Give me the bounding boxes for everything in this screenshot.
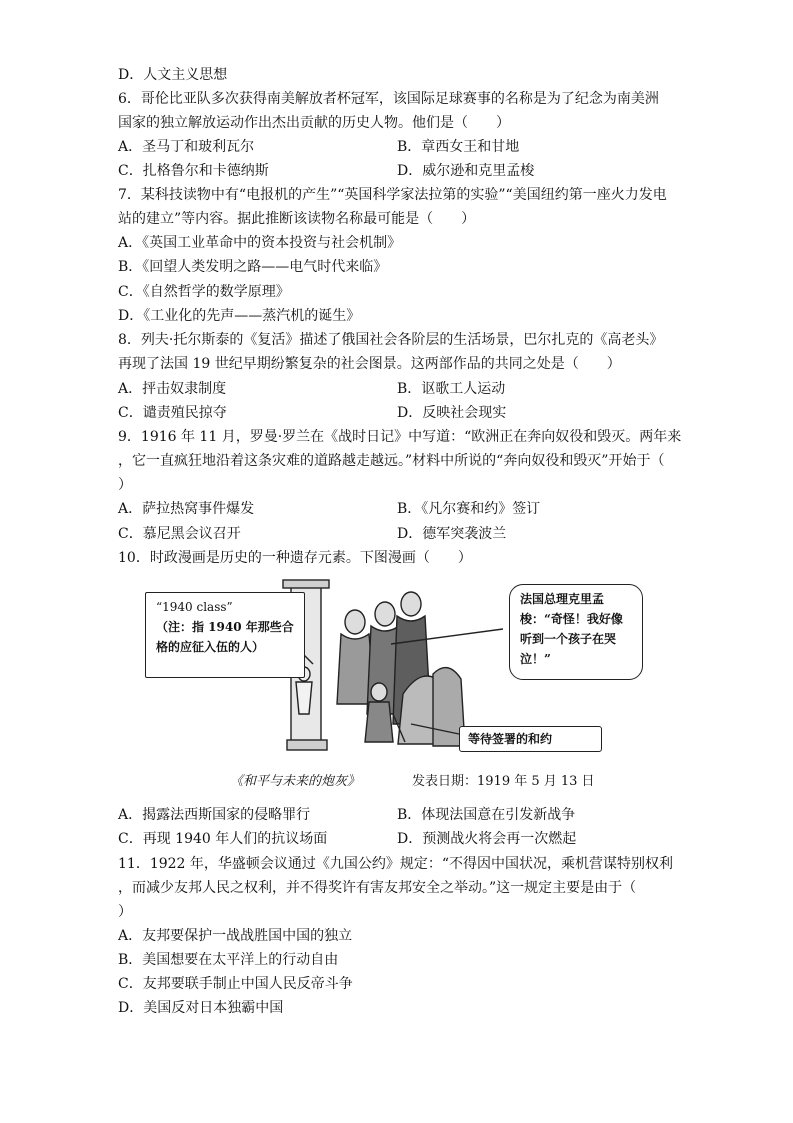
q10-option-a: A．揭露法西斯国家的侵略罪行 [118, 807, 311, 823]
q9-option-a: A．萨拉热窝事件爆发 [118, 501, 255, 517]
q6-option-b: B．章西女王和甘地 [397, 139, 520, 155]
q10-option-b: B．体现法国意在引发新战争 [397, 807, 576, 823]
q8-option-d: D．反映社会现实 [397, 405, 507, 421]
q9-option-c: C．慕尼黑会议召开 [118, 526, 241, 542]
q11-option-b: B．美国想要在太平洋上的行动自由 [118, 952, 339, 968]
question-7-line1: 7．某科技读物中有“电报机的产生”“英国科学家法拉第的实验”“美国纽约第一座火力发电 [118, 187, 667, 203]
q10-option-c: C．再现 1940 年人们的抗议场面 [118, 831, 328, 847]
q8-option-b: B．讴歌工人运动 [397, 381, 506, 397]
question-9-line3: ） [118, 477, 132, 493]
option-d-q5: D．人文主义思想 [118, 67, 228, 83]
question-7-line2: 站的建立”等内容。据此推断该读物名称最可能是（ ） [118, 211, 476, 227]
q9-option-b: B．《凡尔赛和约》签订 [397, 501, 541, 517]
question-11-line3: ） [118, 904, 132, 920]
question-6-line1: 6．哥伦比亚队多次获得南美解放者杯冠军，该国际足球赛事的名称是为了纪念为南美洲 [118, 91, 659, 107]
q6-option-c: C．扎格鲁尔和卡德纳斯 [118, 163, 269, 179]
question-9-line1: 9．1916 年 11 月，罗曼·罗兰在《战时日记》中写道：“欧洲正在奔向奴役和毁灭。两年来 [118, 429, 682, 445]
q11-option-c: C．友邦要联手制止中国人民反帝斗争 [118, 976, 353, 992]
cartoon-label-left [145, 592, 305, 678]
q10-option-d: D．预测战火将会再一次燃起 [397, 831, 577, 847]
q8-option-a: A．抨击奴隶制度 [118, 381, 227, 397]
cartoon-speech-text: 法国总理克里孟梭：“奇怪！我好像听到一个孩子在哭泣！” [520, 592, 623, 666]
question-11-line1: 11．1922 年，华盛顿会议通过《九国公约》规定：“不得因中国状况，乘机营谋特别权利 [118, 856, 674, 872]
cartoon-caption-date: 发表日期：1919 年 5 月 13 日 [412, 774, 595, 789]
q7-option-b: B．《回望人类发明之路——电气时代来临》 [118, 259, 388, 275]
cartoon-label-left-note: （注：指 1940 年那些合格的应征入伍的人） [156, 620, 294, 654]
cartoon-label-left-title: “1940 class” [156, 600, 233, 614]
question-9-line2: ，它一直疯狂地沿着这条灾难的道路越走越远。”材料中所说的“奔向奴役和毁灭”开始于（ [118, 453, 665, 469]
q6-option-a: A．圣马丁和玻利瓦尔 [118, 139, 255, 155]
question-8-line1: 8．列夫·托尔斯泰的《复活》描述了俄国社会各阶层的生活场景，巴尔扎克的《高老头》 [118, 332, 664, 348]
q9-option-d: D．德军突袭波兰 [397, 526, 507, 542]
question-6-line2: 国家的独立解放运动作出杰出贡献的历史人物。他们是（ ） [118, 115, 510, 131]
question-8-line2: 再现了法国 19 世纪早期纷繁复杂的社会图景。这两部作品的共同之处是（ ） [118, 356, 621, 372]
q7-option-d: D．《工业化的先声——蒸汽机的诞生》 [118, 308, 361, 324]
q11-option-d: D．美国反对日本独霸中国 [118, 1000, 284, 1016]
cartoon-speech-bubble [509, 584, 643, 680]
q7-option-c: C．《自然哲学的数学原理》 [118, 284, 290, 300]
cartoon-label-bottom: 等待签署的和约 [459, 726, 602, 752]
q6-option-d: D．威尔逊和克里孟梭 [397, 163, 535, 179]
q11-option-a: A．友邦要保护一战战胜国中国的独立 [118, 928, 353, 944]
q7-option-a: A．《英国工业革命中的资本投资与社会机制》 [118, 235, 402, 251]
question-10-line1: 10．时政漫画是历史的一种遗存元素。下图漫画（ ） [118, 550, 472, 566]
q8-option-c: C．谴责殖民掠夺 [118, 405, 227, 421]
question-11-line2: ，而减少友邦人民之权利，并不得奖许有害友邦安全之举动。”这一规定主要是由于（ [118, 880, 637, 896]
cartoon-caption-title: 《和平与未来的炮灰》 [230, 774, 361, 789]
